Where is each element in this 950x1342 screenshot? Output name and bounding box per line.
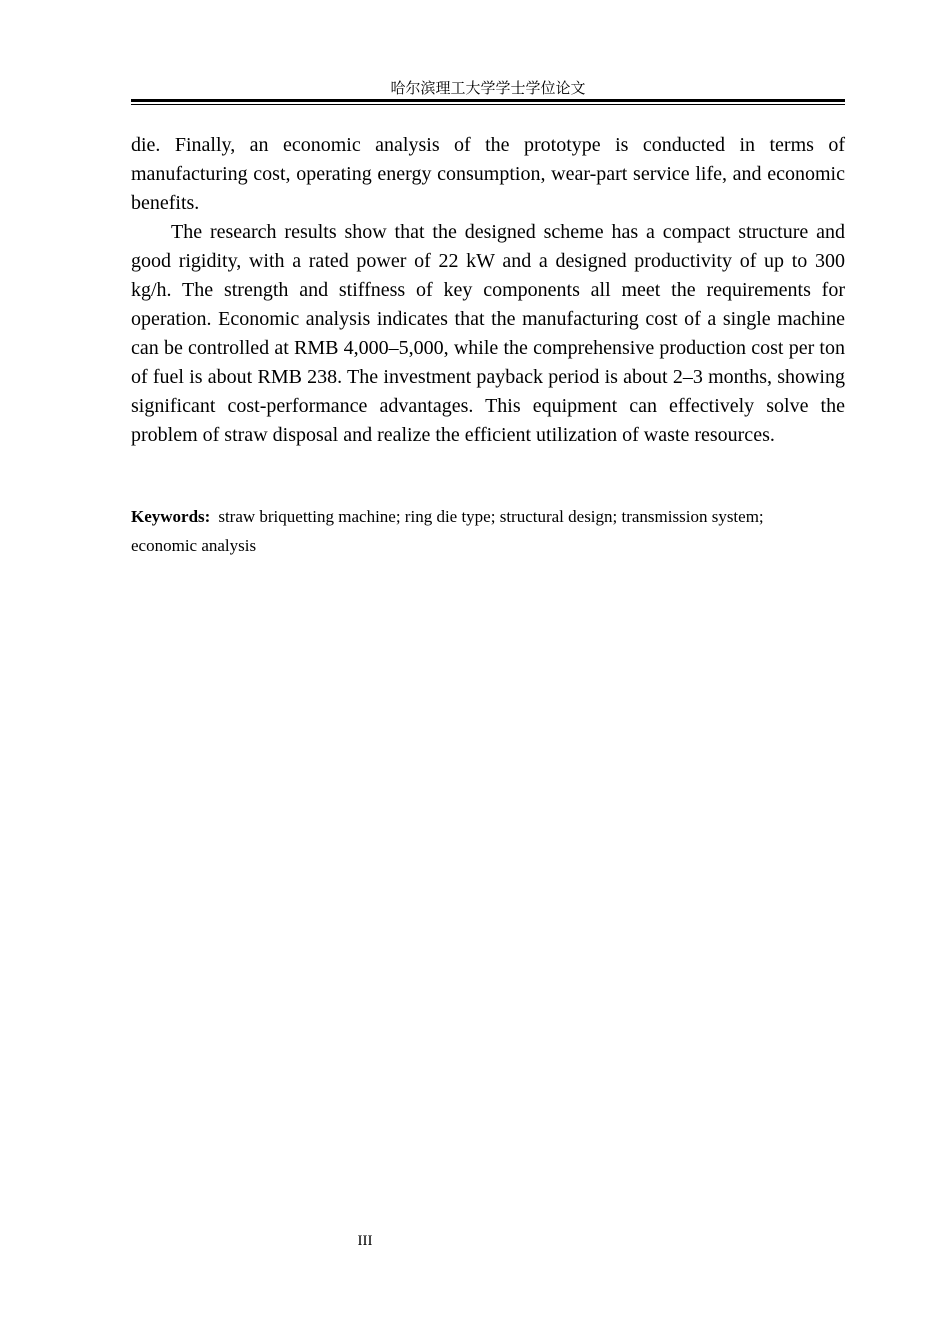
abstract-paragraph-continued: die. Finally, an economic analysis of the prototype is conducted in terms of manufacturing cost, operating energy consumption, wear-part service life, and economic benefits. — [131, 134, 845, 214]
header-rule-thin — [131, 104, 845, 105]
abstract-body — [131, 131, 845, 450]
header-rule-thick — [131, 99, 845, 102]
keywords-label: Keywords: — [131, 507, 211, 526]
keywords-text: straw briquetting machine; ring die type; structural design; transmission system; economic analysis — [131, 507, 764, 555]
abstract-paragraph-results: The research results show that the designed scheme has a compact structure and good rigidity, with a rated power of 22 kW and a designed productivity of up to 300 kg/h. The strength and stiffness of key components all meet the requirements for operation. Economic analysis indicates that the manufacturing cost of a single machine can be controlled at RMB 4,000–5,000, while the comprehensive production cost per ton of fuel is about RMB 238. The investment payback period is about 2–3 months, showing significant cost-performance advantages. This equipment can effectively solve the problem of straw disposal and realize the efficient utilization of waste resources. — [131, 221, 845, 446]
keywords-block — [131, 502, 811, 560]
page-number: III — [357, 1233, 373, 1249]
running-header: 哈尔滨理工大学学士学位论文 — [390, 79, 586, 97]
